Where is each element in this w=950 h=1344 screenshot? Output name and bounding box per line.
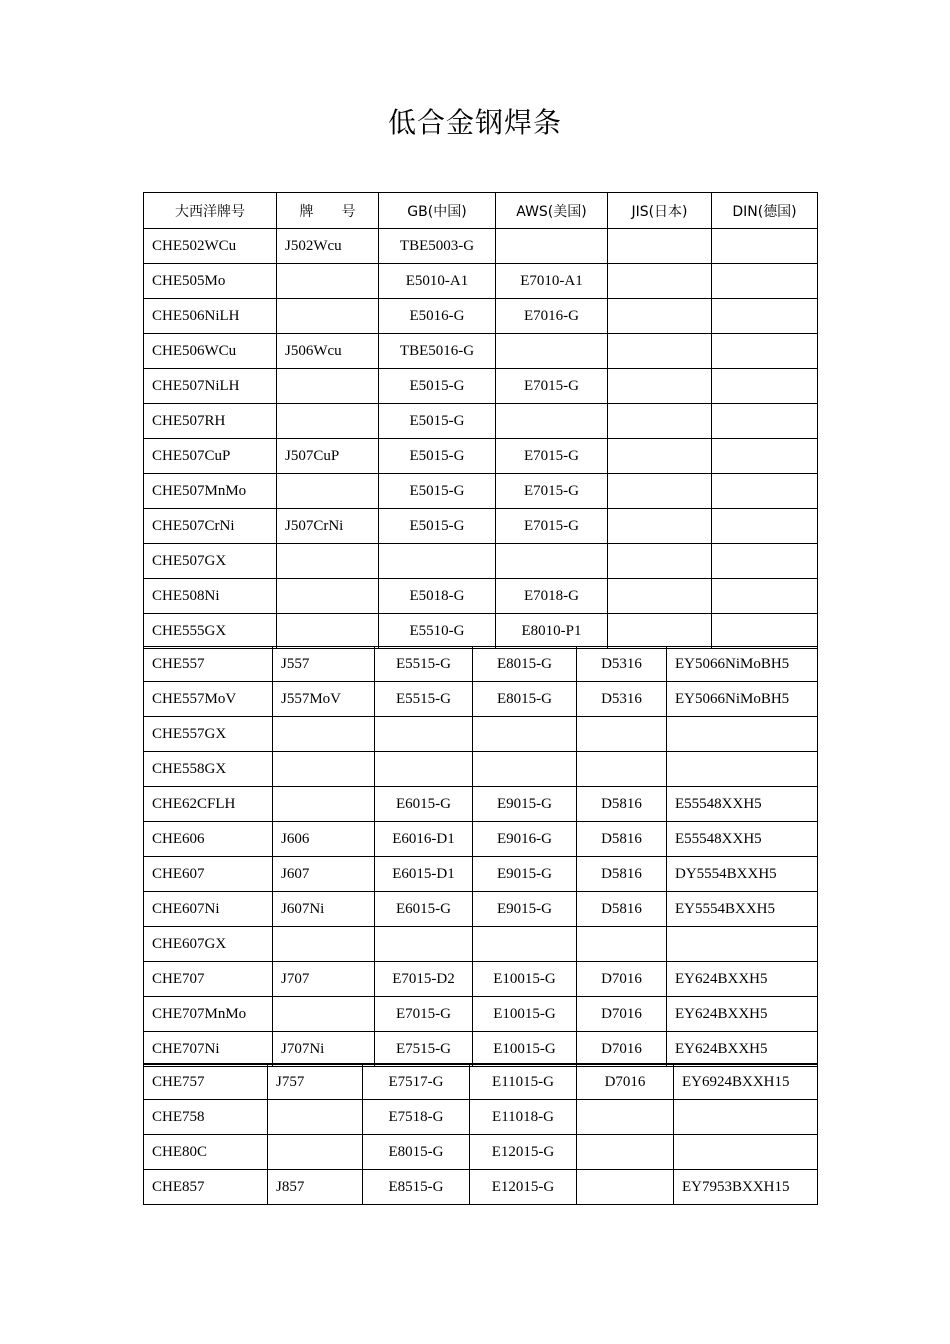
cell-din bbox=[712, 509, 818, 544]
cell-gb: E6015-D1 bbox=[375, 857, 473, 892]
cell-jis bbox=[608, 439, 712, 474]
cell-aws: E7016-G bbox=[496, 299, 608, 334]
table-row bbox=[144, 787, 818, 822]
cell-din: EY5066NiMoBH5 bbox=[667, 647, 818, 682]
cell-jis: D5816 bbox=[577, 892, 667, 927]
cell-aws: E7015-G bbox=[496, 509, 608, 544]
cell-gb: E5015-G bbox=[379, 439, 496, 474]
cell-gb: E7515-G bbox=[375, 1032, 473, 1067]
cell-aws: E9015-G bbox=[473, 892, 577, 927]
cell-grade bbox=[273, 927, 375, 962]
header-brand: 大西洋牌号 bbox=[144, 193, 277, 229]
cell-jis bbox=[608, 369, 712, 404]
cell-grade bbox=[277, 404, 379, 439]
cell-grade: J557 bbox=[273, 647, 375, 682]
cell-jis bbox=[577, 1135, 674, 1170]
cell-grade bbox=[268, 1100, 363, 1135]
table-row bbox=[144, 474, 818, 509]
cell-din bbox=[712, 474, 818, 509]
cell-gb: E5015-G bbox=[379, 474, 496, 509]
cell-din: EY7953BXXH15 bbox=[674, 1170, 818, 1205]
cell-brand: CHE507MnMo bbox=[144, 474, 277, 509]
cell-brand: CHE557GX bbox=[144, 717, 273, 752]
cell-gb: E6015-G bbox=[375, 787, 473, 822]
cell-brand: CHE607 bbox=[144, 857, 273, 892]
table-row bbox=[144, 1100, 818, 1135]
cell-aws: E7018-G bbox=[496, 579, 608, 614]
table-row bbox=[144, 892, 818, 927]
cell-grade: J757 bbox=[268, 1064, 363, 1100]
header-row bbox=[144, 193, 818, 229]
cell-jis: D7016 bbox=[577, 1064, 674, 1100]
cell-aws bbox=[473, 717, 577, 752]
electrode-table-section-2 bbox=[143, 646, 818, 1067]
header-gb: GB(中国) bbox=[379, 193, 496, 229]
cell-brand: CHE506WCu bbox=[144, 334, 277, 369]
cell-grade: J707Ni bbox=[273, 1032, 375, 1067]
cell-brand: CHE502WCu bbox=[144, 229, 277, 264]
cell-jis bbox=[577, 1170, 674, 1205]
electrode-table-section-3 bbox=[143, 1063, 818, 1205]
header-jis: JIS(日本) bbox=[608, 193, 712, 229]
cell-aws bbox=[473, 752, 577, 787]
cell-aws: E11015-G bbox=[470, 1064, 577, 1100]
cell-brand: CHE507RH bbox=[144, 404, 277, 439]
cell-gb bbox=[375, 717, 473, 752]
cell-gb bbox=[379, 544, 496, 579]
table-row bbox=[144, 369, 818, 404]
cell-gb bbox=[375, 752, 473, 787]
cell-jis bbox=[608, 334, 712, 369]
cell-jis: D7016 bbox=[577, 962, 667, 997]
cell-gb bbox=[375, 927, 473, 962]
cell-din bbox=[712, 334, 818, 369]
cell-jis: D5816 bbox=[577, 822, 667, 857]
header-grade: 牌 号 bbox=[277, 193, 379, 229]
cell-grade: J707 bbox=[273, 962, 375, 997]
cell-gb: E5515-G bbox=[375, 647, 473, 682]
cell-aws bbox=[496, 229, 608, 264]
electrode-table-section-1 bbox=[143, 192, 818, 649]
table-row bbox=[144, 404, 818, 439]
cell-gb: E5015-G bbox=[379, 369, 496, 404]
cell-brand: CHE607GX bbox=[144, 927, 273, 962]
cell-grade: J606 bbox=[273, 822, 375, 857]
cell-gb: E8515-G bbox=[363, 1170, 470, 1205]
cell-brand: CHE507CuP bbox=[144, 439, 277, 474]
cell-gb: E5016-G bbox=[379, 299, 496, 334]
cell-aws: E10015-G bbox=[473, 1032, 577, 1067]
cell-gb: E5015-G bbox=[379, 404, 496, 439]
cell-grade: J507CrNi bbox=[277, 509, 379, 544]
cell-brand: CHE508Ni bbox=[144, 579, 277, 614]
cell-din bbox=[674, 1135, 818, 1170]
cell-jis bbox=[608, 404, 712, 439]
cell-jis bbox=[608, 579, 712, 614]
table-row bbox=[144, 334, 818, 369]
cell-brand: CHE506NiLH bbox=[144, 299, 277, 334]
cell-grade bbox=[273, 717, 375, 752]
table-row bbox=[144, 614, 818, 649]
cell-brand: CHE507NiLH bbox=[144, 369, 277, 404]
cell-brand: CHE758 bbox=[144, 1100, 268, 1135]
cell-brand: CHE555GX bbox=[144, 614, 277, 649]
cell-grade bbox=[273, 787, 375, 822]
cell-din: EY5066NiMoBH5 bbox=[667, 682, 818, 717]
table-row bbox=[144, 1170, 818, 1205]
cell-jis bbox=[608, 299, 712, 334]
cell-grade: J857 bbox=[268, 1170, 363, 1205]
page-title: 低合金钢焊条 bbox=[387, 106, 562, 139]
header-aws: AWS(美国) bbox=[496, 193, 608, 229]
cell-brand: CHE606 bbox=[144, 822, 273, 857]
cell-aws: E11018-G bbox=[470, 1100, 577, 1135]
table-row bbox=[144, 962, 818, 997]
table-row bbox=[144, 229, 818, 264]
cell-gb: TBE5016-G bbox=[379, 334, 496, 369]
cell-din bbox=[712, 439, 818, 474]
cell-jis: D5316 bbox=[577, 647, 667, 682]
cell-jis bbox=[577, 717, 667, 752]
cell-din bbox=[667, 717, 818, 752]
cell-gb: E7015-D2 bbox=[375, 962, 473, 997]
cell-din: EY5554BXXH5 bbox=[667, 892, 818, 927]
cell-grade: J502Wcu bbox=[277, 229, 379, 264]
cell-brand: CHE557 bbox=[144, 647, 273, 682]
cell-din bbox=[712, 369, 818, 404]
cell-gb: E8015-G bbox=[363, 1135, 470, 1170]
cell-aws: E9015-G bbox=[473, 787, 577, 822]
table-row bbox=[144, 717, 818, 752]
cell-gb: E6016-D1 bbox=[375, 822, 473, 857]
cell-grade: J557MoV bbox=[273, 682, 375, 717]
cell-grade: J507CuP bbox=[277, 439, 379, 474]
table-row bbox=[144, 509, 818, 544]
cell-gb: E7518-G bbox=[363, 1100, 470, 1135]
cell-grade bbox=[277, 614, 379, 649]
cell-aws: E10015-G bbox=[473, 997, 577, 1032]
cell-grade: J506Wcu bbox=[277, 334, 379, 369]
cell-grade bbox=[268, 1135, 363, 1170]
cell-jis: D7016 bbox=[577, 997, 667, 1032]
cell-grade bbox=[277, 544, 379, 579]
cell-din: E55548XXH5 bbox=[667, 787, 818, 822]
cell-aws: E8015-G bbox=[473, 647, 577, 682]
header-din: DIN(德国) bbox=[712, 193, 818, 229]
cell-din bbox=[712, 614, 818, 649]
cell-brand: CHE507GX bbox=[144, 544, 277, 579]
cell-gb: E5515-G bbox=[375, 682, 473, 717]
table-row bbox=[144, 264, 818, 299]
table-row bbox=[144, 439, 818, 474]
cell-din bbox=[674, 1100, 818, 1135]
cell-aws: E7015-G bbox=[496, 369, 608, 404]
cell-brand: CHE707Ni bbox=[144, 1032, 273, 1067]
table-row bbox=[144, 1032, 818, 1067]
table-row bbox=[144, 579, 818, 614]
cell-aws bbox=[496, 404, 608, 439]
table-row bbox=[144, 647, 818, 682]
table-row bbox=[144, 682, 818, 717]
table-row bbox=[144, 1135, 818, 1170]
cell-jis bbox=[577, 752, 667, 787]
cell-aws bbox=[496, 544, 608, 579]
cell-brand: CHE607Ni bbox=[144, 892, 273, 927]
cell-gb: E7517-G bbox=[363, 1064, 470, 1100]
cell-jis bbox=[608, 264, 712, 299]
cell-brand: CHE558GX bbox=[144, 752, 273, 787]
cell-din bbox=[712, 404, 818, 439]
cell-jis bbox=[608, 614, 712, 649]
cell-jis bbox=[577, 927, 667, 962]
cell-aws: E10015-G bbox=[473, 962, 577, 997]
cell-jis bbox=[608, 474, 712, 509]
cell-grade bbox=[277, 299, 379, 334]
cell-aws: E8010-P1 bbox=[496, 614, 608, 649]
cell-aws: E7015-G bbox=[496, 474, 608, 509]
cell-din bbox=[712, 229, 818, 264]
table-row bbox=[144, 857, 818, 892]
cell-grade bbox=[277, 474, 379, 509]
cell-din: EY624BXXH5 bbox=[667, 962, 818, 997]
cell-aws bbox=[496, 334, 608, 369]
cell-grade bbox=[273, 997, 375, 1032]
cell-aws: E12015-G bbox=[470, 1170, 577, 1205]
cell-gb: E7015-G bbox=[375, 997, 473, 1032]
cell-jis bbox=[577, 1100, 674, 1135]
cell-brand: CHE757 bbox=[144, 1064, 268, 1100]
cell-brand: CHE557MoV bbox=[144, 682, 273, 717]
cell-gb: E5510-G bbox=[379, 614, 496, 649]
cell-din bbox=[667, 927, 818, 962]
cell-aws: E8015-G bbox=[473, 682, 577, 717]
cell-brand: CHE80C bbox=[144, 1135, 268, 1170]
cell-din: E55548XXH5 bbox=[667, 822, 818, 857]
cell-aws: E9016-G bbox=[473, 822, 577, 857]
cell-grade: J607 bbox=[273, 857, 375, 892]
cell-din: EY6924BXXH15 bbox=[674, 1064, 818, 1100]
cell-jis: D5316 bbox=[577, 682, 667, 717]
cell-grade bbox=[273, 752, 375, 787]
cell-gb: TBE5003-G bbox=[379, 229, 496, 264]
cell-grade: J607Ni bbox=[273, 892, 375, 927]
cell-din bbox=[712, 264, 818, 299]
cell-aws: E7015-G bbox=[496, 439, 608, 474]
cell-aws: E12015-G bbox=[470, 1135, 577, 1170]
cell-din bbox=[712, 544, 818, 579]
cell-brand: CHE62CFLH bbox=[144, 787, 273, 822]
cell-din bbox=[667, 752, 818, 787]
table-row bbox=[144, 1064, 818, 1100]
cell-aws: E7010-A1 bbox=[496, 264, 608, 299]
cell-brand: CHE707MnMo bbox=[144, 997, 273, 1032]
table-row bbox=[144, 752, 818, 787]
cell-gb: E5018-G bbox=[379, 579, 496, 614]
cell-gb: E6015-G bbox=[375, 892, 473, 927]
cell-aws bbox=[473, 927, 577, 962]
table-row bbox=[144, 997, 818, 1032]
cell-brand: CHE707 bbox=[144, 962, 273, 997]
table-row bbox=[144, 927, 818, 962]
cell-din: EY624BXXH5 bbox=[667, 1032, 818, 1067]
cell-aws: E9015-G bbox=[473, 857, 577, 892]
table-row bbox=[144, 544, 818, 579]
cell-gb: E5010-A1 bbox=[379, 264, 496, 299]
cell-din bbox=[712, 299, 818, 334]
cell-brand: CHE505Mo bbox=[144, 264, 277, 299]
cell-din bbox=[712, 579, 818, 614]
cell-jis: D5816 bbox=[577, 857, 667, 892]
cell-jis bbox=[608, 509, 712, 544]
cell-grade bbox=[277, 369, 379, 404]
table-row bbox=[144, 299, 818, 334]
cell-din: DY5554BXXH5 bbox=[667, 857, 818, 892]
cell-grade bbox=[277, 579, 379, 614]
cell-grade bbox=[277, 264, 379, 299]
cell-jis: D7016 bbox=[577, 1032, 667, 1067]
cell-gb: E5015-G bbox=[379, 509, 496, 544]
cell-jis: D5816 bbox=[577, 787, 667, 822]
cell-brand: CHE857 bbox=[144, 1170, 268, 1205]
cell-jis bbox=[608, 229, 712, 264]
cell-jis bbox=[608, 544, 712, 579]
cell-din: EY624BXXH5 bbox=[667, 997, 818, 1032]
table-row bbox=[144, 822, 818, 857]
cell-brand: CHE507CrNi bbox=[144, 509, 277, 544]
